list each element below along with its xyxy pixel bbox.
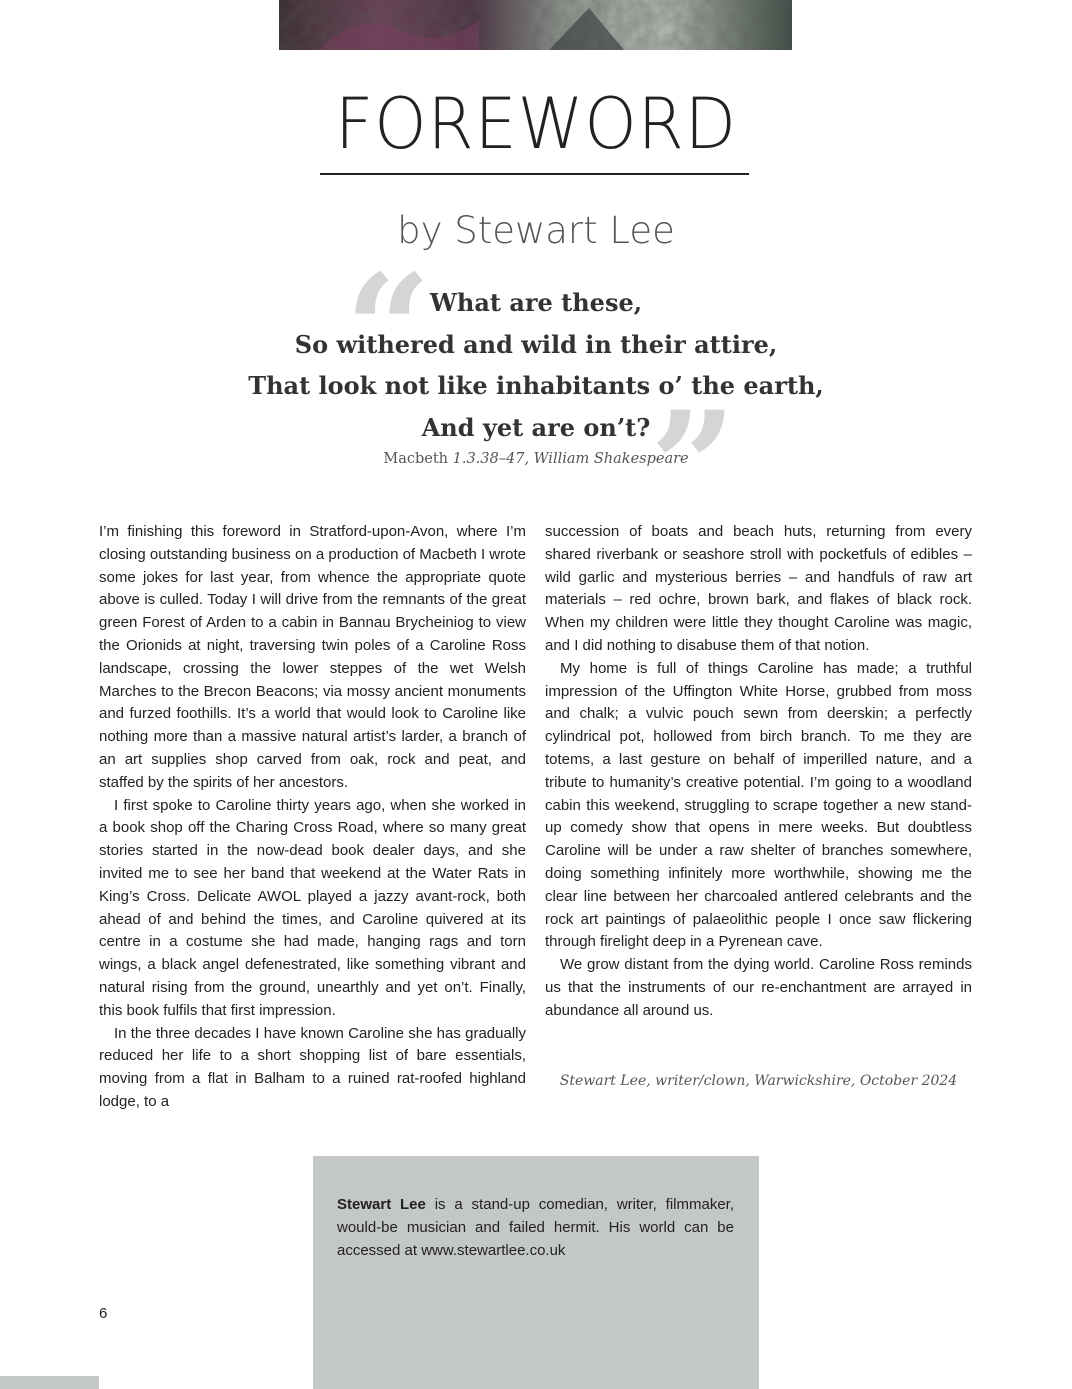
- epigraph-line: What are these,: [429, 288, 643, 317]
- author-byline: by Stewart Lee: [397, 209, 675, 252]
- bio-description: is a stand-up comedian, writer, filmmaker, would-be musician and failed hermit. His world can be accessed at www.stewartlee.co.uk: [337, 1196, 735, 1259]
- epigraph-line: That look not like inhabitants o’ the earth,: [248, 371, 824, 400]
- title-underline-divider: [320, 173, 749, 175]
- author-signoff: Stewart Lee, writer/clown, Warwickshire, October 2024: [559, 1073, 958, 1089]
- page-title: FOREWORD: [335, 83, 737, 165]
- body-paragraph: In the three decades I have known Caroline she has gradually reduced her life to a short shopping list of bare essentials, moving from a flat in Balham to a ruined rat-roofed highland lodge, to a: [99, 1024, 526, 1110]
- artwork-texture: [279, 0, 792, 50]
- body-paragraph: succession of boats and beach huts, returning from every shared riverbank or seashore stroll with pocketfuls of edibles – wild garlic and mysterious berries – and handfuls of raw art materials – red ochre, brown bark, and flakes of black rock. When my children were little they thought Caroline was magic, and I did nothing to disabuse them of that notion.: [545, 523, 972, 654]
- body-paragraph: I’m finishing this foreword in Stratford-upon-Avon, where I’m closing outstanding business on a production of Macbeth I wrote some jokes for last year, from whence the appropriate quote above is culled. Today I will drive from the remnants of the great green Forest of Arden to a cabin in Bannau Brycheiniog to view the Orionids at night, traversing twin poles of a Caroline Ross landscape, crossing the lower steppes of the wet Welsh Marches to the Brecon Beacons; via mossy ancient monuments and furzed foothills. It’s a world that would look to Caroline like nothing more than a massive natural artist’s larder, a branch of an art supplies shop carved from oak, rock and peat, and staffed by the spirits of her ancestors.: [99, 523, 526, 791]
- author-bio-text: [337, 1194, 734, 1262]
- epigraph-line: So withered and wild in their attire,: [294, 329, 778, 359]
- epigraph-quote: [0, 282, 1072, 448]
- open-quote-icon: “: [345, 242, 432, 418]
- header-artwork-image: [279, 0, 792, 50]
- epigraph-citation: [0, 451, 1072, 467]
- page-number: 6: [99, 1305, 108, 1322]
- body-column-left: [99, 521, 526, 1114]
- body-paragraph: We grow distant from the dying world. Caroline Ross reminds us that the instruments of our re-enchantment are arrayed in abundance all around us.: [545, 956, 972, 1019]
- body-column-right: [545, 521, 972, 1023]
- body-paragraph: I first spoke to Caroline thirty years ago, when she worked in a book shop off the Charing Cross Road, where so many great stories started in the now-dead book dealer days, and she invited me to see her band that weekend at the Water Rats in King’s Cross. Delicate AWOL played a jazzy avant-rock, both ahead of and behind the times, and Caroline quivered at its centre in a costume she had made, hanging rags and torn wings, a black angel defenestrated, like something vibrant and natural rising from the ground, unearthly and yet on’t. Finally, this book fulfils that first impression.: [99, 796, 526, 1019]
- bio-author-name: Stewart Lee: [337, 1196, 426, 1213]
- author-bio-box: [313, 1156, 759, 1389]
- close-quote-icon: ”: [650, 379, 737, 555]
- body-paragraph: My home is full of things Caroline has made; a truthful impression of the Uffington White Horse, grubbed from moss and chalk; a vulvic pouch sewn from deerskin; a perfectly cylindrical pot, hollowed from birch branch. To me they are totems, a last gesture on behalf of imperilled nature, and a tribute to humanity’s creative potential. I’m going to a woodland cabin this weekend, struggling to scrape together a new stand-up comedy show that opens in mere weeks. But doubtless Caroline will be under a raw shelter of branches somewhere, doing something infinitely more worthwhile, showing me the clear line between her charcoaled antlered celebrants and the rock art paintings of palaeolithic people I once saw flickering through firelight deep in a Pyrenean cave.: [545, 659, 972, 951]
- citation-reference: 1.3.38–47, William Shakespeare: [452, 451, 689, 467]
- epigraph-line: And yet are on’t?: [421, 412, 651, 442]
- corner-decoration-bar: [0, 1376, 99, 1389]
- citation-work: Macbeth: [383, 451, 449, 467]
